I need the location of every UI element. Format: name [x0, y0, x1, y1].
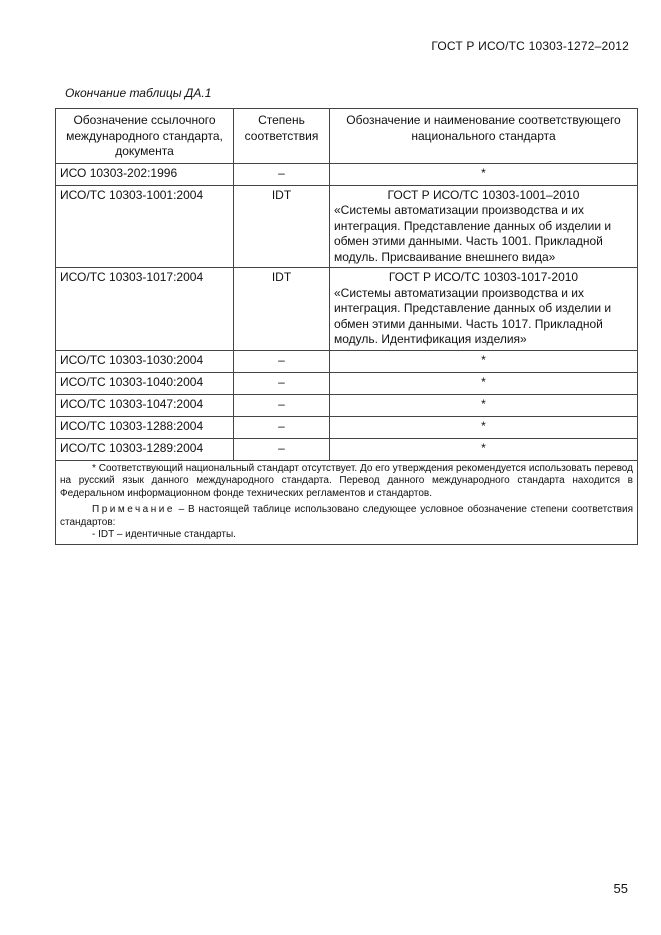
national-standard-cell: * [330, 163, 638, 185]
table-row [56, 416, 638, 438]
national-standard-title: «Системы автоматизации производства и их интеграция. Представление данных об изделии и обмен этими данными. Часть 1017. Прикладной модуль. Идентификация изделия» [334, 285, 612, 346]
table-note [60, 504, 633, 529]
national-standard-cell: * [330, 372, 638, 394]
degree-cell: – [234, 163, 330, 185]
degree-cell: – [234, 394, 330, 416]
intl-standard-cell: ИСО/ТС 10303-1288:2004 [56, 416, 234, 438]
degree-legend: - IDT – идентичные стандарты. [92, 529, 236, 540]
intl-standard-cell: ИСО/ТС 10303-1001:2004 [56, 185, 234, 268]
table-header-row [56, 109, 638, 164]
note-text: – В настоящей таблице использовано следующее условное обозначение степени соответствия стандартов: [60, 504, 633, 528]
page-number: 55 [613, 881, 628, 896]
table-caption: Окончание таблицы ДА.1 [65, 86, 212, 100]
degree-cell: – [234, 438, 330, 460]
intl-standard-cell: ИСО/ТС 10303-1289:2004 [56, 438, 234, 460]
national-standard-code: ГОСТ Р ИСО/ТС 10303-1017-2010 [388, 270, 579, 284]
intl-standard-cell: ИСО/ТС 10303-1047:2004 [56, 394, 234, 416]
table-row [56, 268, 638, 351]
intl-standard-cell: ИСО 10303-202:1996 [56, 163, 234, 185]
national-standard-cell: * [330, 416, 638, 438]
document-header-code: ГОСТ Р ИСО/ТС 10303-1272–2012 [431, 39, 629, 53]
table-row [56, 372, 638, 394]
national-standard-cell: * [330, 394, 638, 416]
national-standard-title: «Системы автоматизации производства и их интеграция. Представление данных об изделии и обмен этими данными. Часть 1001. Прикладной модуль. Присваивание внешнего вида» [334, 203, 612, 264]
degree-cell: – [234, 372, 330, 394]
table-footnote-row [56, 460, 638, 544]
column-header-intl: Обозначение ссылочного международного стандарта, документа [56, 109, 234, 164]
intl-standard-cell: ИСО/ТС 10303-1030:2004 [56, 350, 234, 372]
column-header-degree: Степень соответствия [234, 109, 330, 164]
degree-cell: IDT [234, 185, 330, 268]
table-row [56, 185, 638, 268]
reference-standards-table [55, 108, 638, 545]
table-row [56, 438, 638, 460]
note-label: Примечание [92, 504, 175, 515]
national-standard-cell [330, 185, 638, 268]
national-standard-cell [330, 268, 638, 351]
degree-cell: IDT [234, 268, 330, 351]
table-row [56, 394, 638, 416]
column-header-national: Обозначение и наименование соответствующего национального стандарта [330, 109, 638, 164]
national-standard-cell: * [330, 438, 638, 460]
intl-standard-cell: ИСО/ТС 10303-1017:2004 [56, 268, 234, 351]
national-standard-code: ГОСТ Р ИСО/ТС 10303-1001–2010 [387, 187, 580, 202]
table-row [56, 163, 638, 185]
national-standard-cell: * [330, 350, 638, 372]
asterisk-footnote: * Соответствующий национальный стандарт отсутствует. До его утверждения рекомендуется использовать перевод на русский язык данного международного стандарта. Перевод данного международного стандарта находится в Федеральном информационном фонде технических регламентов и стандартов. [60, 462, 633, 499]
table-row [56, 350, 638, 372]
degree-cell: – [234, 416, 330, 438]
intl-standard-cell: ИСО/ТС 10303-1040:2004 [56, 372, 234, 394]
table-footnote [56, 460, 638, 544]
degree-cell: – [234, 350, 330, 372]
